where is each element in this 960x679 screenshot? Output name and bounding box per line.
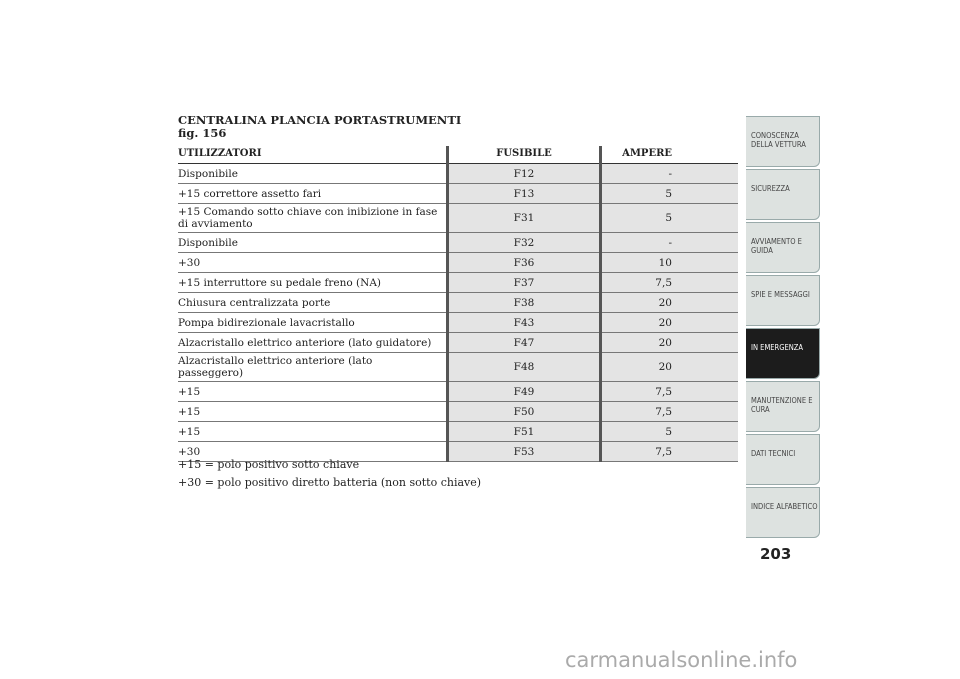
note-line: +15 = polo positivo sotto chiave bbox=[178, 458, 360, 471]
tab-sicurezza[interactable]: SICUREZZA bbox=[746, 169, 820, 220]
table-row bbox=[178, 164, 738, 184]
table-row bbox=[178, 382, 738, 402]
table-row bbox=[178, 422, 738, 442]
watermark: carmanualsonline.info bbox=[565, 648, 798, 672]
cell-ampere: - bbox=[601, 233, 739, 253]
cell-utilizzatore: +15 bbox=[178, 422, 448, 442]
cell-ampere: 7,5 bbox=[601, 442, 739, 462]
cell-utilizzatore: +15 Comando sotto chiave con inibizione in fase di avviamento bbox=[178, 204, 448, 233]
cell-ampere: 20 bbox=[601, 333, 739, 353]
tab-dati-tecnici[interactable]: DATI TECNICI bbox=[746, 434, 820, 485]
cell-fusibile: F47 bbox=[448, 333, 601, 353]
table-row bbox=[178, 333, 738, 353]
cell-fusibile: F51 bbox=[448, 422, 601, 442]
page-number: 203 bbox=[760, 545, 792, 563]
cell-utilizzatore: Alzacristallo elettrico anteriore (lato passeggero) bbox=[178, 353, 448, 382]
table-row bbox=[178, 273, 738, 293]
table-row bbox=[178, 233, 738, 253]
cell-utilizzatore: Chiusura centralizzata porte bbox=[178, 293, 448, 313]
tab-conoscenza-della-vettura[interactable]: CONOSCENZA DELLA VETTURA bbox=[746, 116, 820, 167]
cell-ampere: 5 bbox=[601, 204, 739, 233]
cell-utilizzatore: +15 interruttore su pedale freno (NA) bbox=[178, 273, 448, 293]
cell-ampere: 5 bbox=[601, 184, 739, 204]
cell-fusibile: F12 bbox=[448, 164, 601, 184]
cell-utilizzatore: Disponibile bbox=[178, 233, 448, 253]
tab-spie-e-messaggi[interactable]: SPIE E MESSAGGI bbox=[746, 275, 820, 326]
cell-ampere: 7,5 bbox=[601, 382, 739, 402]
header-utilizzatori: UTILIZZATORI bbox=[178, 146, 448, 164]
cell-utilizzatore: +30 bbox=[178, 253, 448, 273]
cell-fusibile: F32 bbox=[448, 233, 601, 253]
cell-ampere: - bbox=[601, 164, 739, 184]
cell-ampere: 7,5 bbox=[601, 402, 739, 422]
note-line: +30 = polo positivo diretto batteria (non sotto chiave) bbox=[178, 476, 482, 489]
title-line-1: CENTRALINA PLANCIA PORTASTRUMENTI bbox=[178, 113, 462, 127]
table-header-row bbox=[178, 146, 738, 164]
cell-ampere: 10 bbox=[601, 253, 739, 273]
title-line-2: fig. 156 bbox=[178, 126, 227, 140]
cell-fusibile: F31 bbox=[448, 204, 601, 233]
cell-utilizzatore: +15 bbox=[178, 382, 448, 402]
fuse-table bbox=[178, 146, 738, 462]
cell-fusibile: F49 bbox=[448, 382, 601, 402]
cell-fusibile: F36 bbox=[448, 253, 601, 273]
cell-fusibile: F43 bbox=[448, 313, 601, 333]
table-row bbox=[178, 204, 738, 233]
cell-utilizzatore: Alzacristallo elettrico anteriore (lato guidatore) bbox=[178, 333, 448, 353]
cell-ampere: 5 bbox=[601, 422, 739, 442]
cell-fusibile: F38 bbox=[448, 293, 601, 313]
cell-utilizzatore: +30 bbox=[178, 442, 448, 462]
cell-utilizzatore: +15 correttore assetto fari bbox=[178, 184, 448, 204]
cell-ampere: 20 bbox=[601, 353, 739, 382]
header-ampere: AMPERE bbox=[601, 146, 739, 164]
tab-indice-alfabetico[interactable]: INDICE ALFABETICO bbox=[746, 487, 820, 538]
notes bbox=[178, 456, 481, 492]
tab-avviamento-e-guida[interactable]: AVVIAMENTO E GUIDA bbox=[746, 222, 820, 273]
section-title bbox=[178, 114, 461, 140]
cell-fusibile: F37 bbox=[448, 273, 601, 293]
chapter-tabs bbox=[746, 116, 820, 540]
table-row bbox=[178, 313, 738, 333]
cell-fusibile: F50 bbox=[448, 402, 601, 422]
table-row bbox=[178, 184, 738, 204]
cell-fusibile: F48 bbox=[448, 353, 601, 382]
cell-fusibile: F13 bbox=[448, 184, 601, 204]
tab-manutenzione-e-cura[interactable]: MANUTENZIONE E CURA bbox=[746, 381, 820, 432]
cell-fusibile: F53 bbox=[448, 442, 601, 462]
cell-ampere: 20 bbox=[601, 313, 739, 333]
cell-utilizzatore: +15 bbox=[178, 402, 448, 422]
cell-ampere: 7,5 bbox=[601, 273, 739, 293]
table-row bbox=[178, 293, 738, 313]
table-row bbox=[178, 402, 738, 422]
cell-utilizzatore: Disponibile bbox=[178, 164, 448, 184]
cell-ampere: 20 bbox=[601, 293, 739, 313]
table-row bbox=[178, 353, 738, 382]
header-fusibile: FUSIBILE bbox=[448, 146, 601, 164]
tab-in-emergenza[interactable]: IN EMERGENZA bbox=[746, 328, 820, 379]
cell-utilizzatore: Pompa bidirezionale lavacristallo bbox=[178, 313, 448, 333]
table-row bbox=[178, 253, 738, 273]
